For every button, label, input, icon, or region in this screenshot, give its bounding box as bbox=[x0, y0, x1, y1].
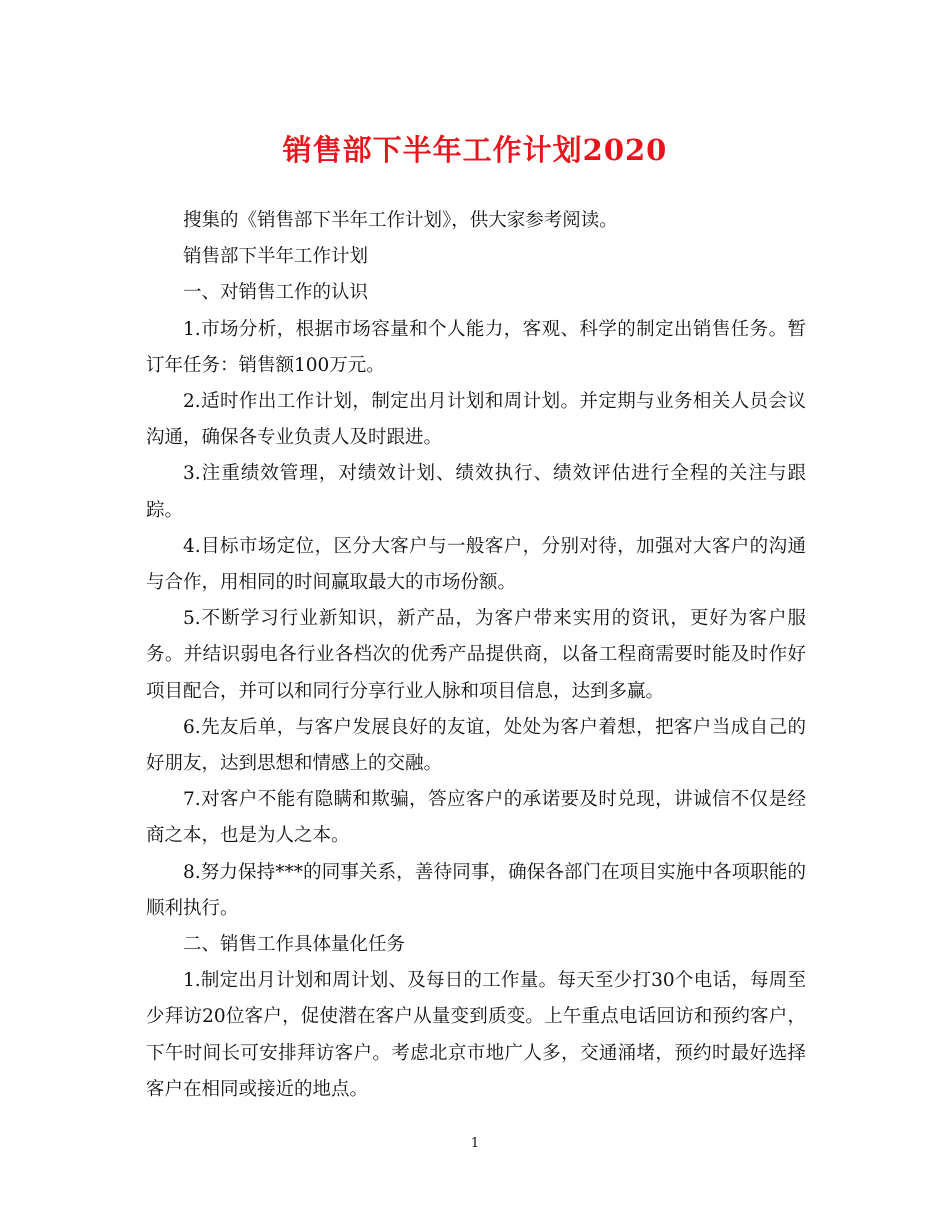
paragraph-item-1-3: 3.注重绩效管理，对绩效计划、绩效执行、绩效评估进行全程的关注与跟踪。 bbox=[146, 463, 806, 521]
paragraph-item-1-5: 5.不断学习行业新知识，新产品，为客户带来实用的资讯，更好为客户服务。并结识弱电各行业各档次的优秀产品提供商，以备工程商需要时能及时作好项目配合，并可以和同行分享行业人脉和项目信息，达到多赢。 bbox=[146, 608, 806, 702]
paragraph-item-1-2: 2.适时作出工作计划，制定出月计划和周计划。并定期与业务相关人员会议沟通，确保各专业负责人及时跟进。 bbox=[146, 391, 806, 449]
paragraph-item-1-7: 7.对客户不能有隐瞒和欺骗，答应客户的承诺要及时兑现，讲诚信不仅是经商之本，也是为人之本。 bbox=[146, 789, 806, 847]
paragraph-item-1-1: 1.市场分析，根据市场容量和个人能力，客观、科学的制定出销售任务。暂订年任务：销售额100万元。 bbox=[146, 318, 806, 376]
section-heading-2: 二、销售工作具体量化任务 bbox=[183, 934, 406, 956]
paragraph-item-1-4: 4.目标市场定位，区分大客户与一般客户，分别对待，加强对大客户的沟通与合作，用相同的时间赢取最大的市场份额。 bbox=[146, 535, 806, 594]
document-title: 销售部下半年工作计划2020 bbox=[282, 133, 668, 167]
paragraph-subtitle: 销售部下半年工作计划 bbox=[183, 246, 369, 268]
paragraph-item-1-8: 8.努力保持***的同事关系，善待同事，确保各部门在项目实施中各项职能的顺利执行。 bbox=[146, 861, 806, 919]
paragraph-item-1-6: 6.先友后单，与客户发展良好的友谊，处处为客户着想，把客户当成自己的好朋友，达到思想和情感上的交融。 bbox=[146, 716, 806, 775]
paragraph-item-2-1: 1.制定出月计划和周计划、及每日的工作量。每天至少打30个电话，每周至少拜访20位客户，促使潜在客户从量变到质变。上午重点电话回访和预约客户，下午时间长可安排拜访客户。考虑北京市地广人多，交通涌堵，预约时最好选择客户在相同或接近的地点。 bbox=[146, 970, 806, 1100]
page-number: 1 bbox=[470, 1136, 480, 1151]
paragraph-intro: 搜集的《销售部下半年工作计划》，供大家参考阅读。 bbox=[183, 210, 618, 231]
section-heading-1: 一、对销售工作的认识 bbox=[183, 282, 369, 304]
document-body bbox=[146, 203, 806, 1108]
